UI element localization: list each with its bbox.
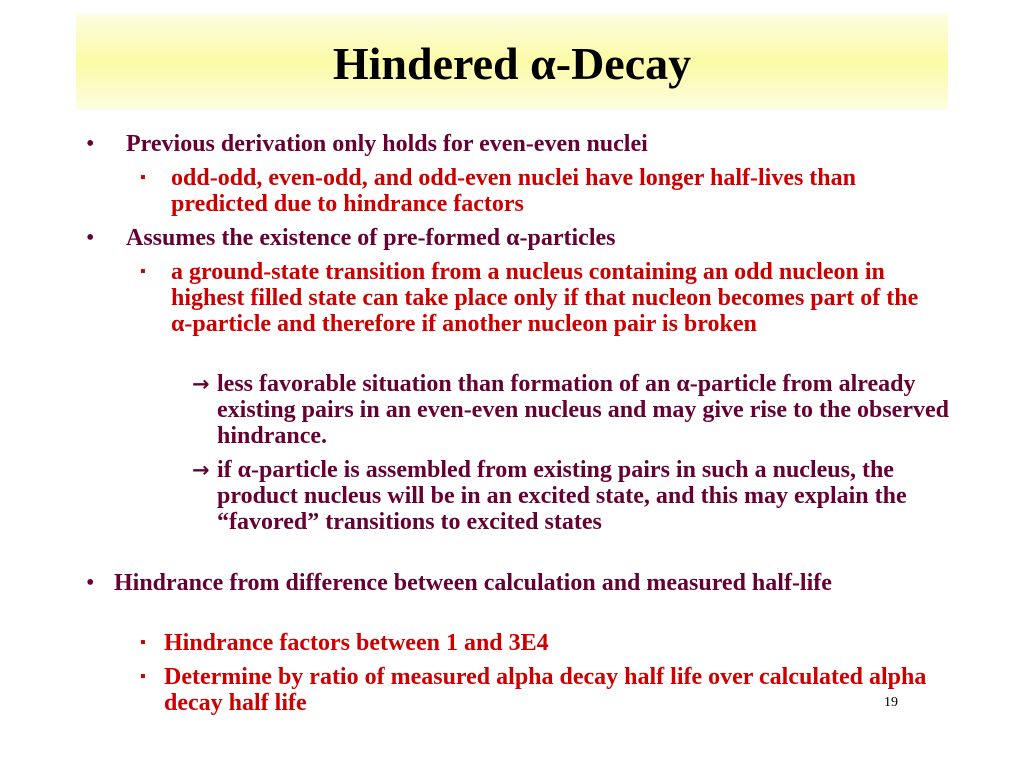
page-number: 19 xyxy=(884,695,898,710)
square-bullet-icon: ▪ xyxy=(140,634,146,651)
bullet-1-text: Previous derivation only holds for even-even nuclei xyxy=(126,131,648,157)
arrow-right-icon: → xyxy=(192,372,210,396)
slide-title: Hindered α-Decay xyxy=(332,38,692,89)
bullet-3-sub-1-text: Hindrance factors between 1 and 3E4 xyxy=(164,630,549,656)
bullet-dot-icon: • xyxy=(86,131,95,157)
square-bullet-icon: ▪ xyxy=(140,263,146,280)
bullet-dot-icon: • xyxy=(86,225,95,251)
bullet-2-sub-1-text: a ground-state transition from a nucleus containing an odd nucleon in highest filled state can take place only if that nucleon becomes part of the α-particle and therefore if another nucleon pair is broken xyxy=(171,259,919,337)
bullet-3-sub-2-text: Determine by ratio of measured alpha decay half life over calculated alpha decay half life xyxy=(164,664,927,716)
bullet-dot-icon: • xyxy=(86,570,95,596)
bullet-3-text: Hindrance from difference between calculation and measured half-life xyxy=(114,570,832,596)
square-bullet-icon: ▪ xyxy=(140,169,146,186)
bullet-2-text: Assumes the existence of pre-formed α-particles xyxy=(126,225,616,251)
arrow-right-icon: → xyxy=(192,458,210,482)
square-bullet-icon: ▪ xyxy=(140,668,146,685)
bullet-1-sub-1-text: odd-odd, even-odd, and odd-even nuclei have longer half-lives than predicted due to hindrance factors xyxy=(171,165,856,217)
bullet-2-sub-1-arrow-2-text: if α-particle is assembled from existing pairs in such a nucleus, the product nucleus will be in an excited state, and this may explain the “favored” transitions to excited states xyxy=(217,457,907,535)
bullet-2-sub-1-arrow-1-text: less favorable situation than formation of an α-particle from already existing pairs in an even-even nucleus and may give rise to the observed hindrance. xyxy=(217,371,949,449)
